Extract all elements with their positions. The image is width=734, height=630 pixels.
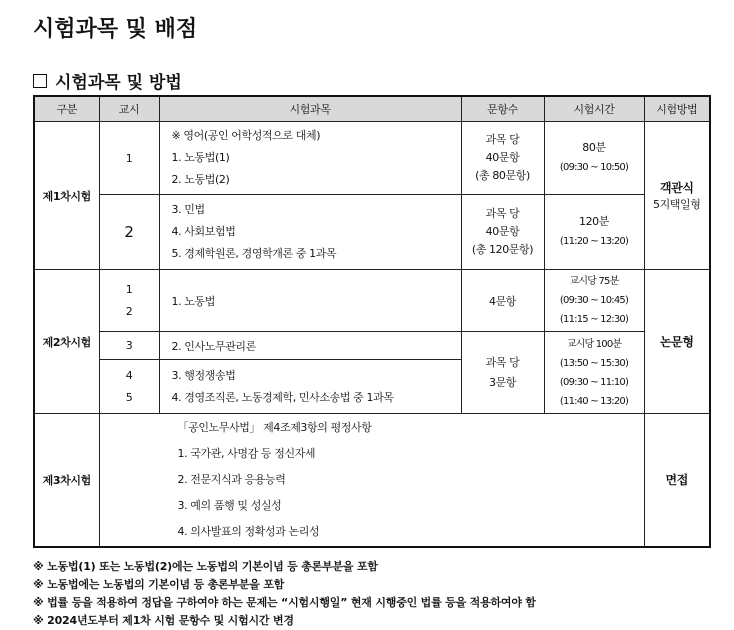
subject-line: 2. 노동법(2) [171,173,230,186]
third-exam-label: 제3차시험 [34,414,99,547]
subject-line: 4. 경영조직론, 노동경제학, 민사소송법 중 1과목 [171,390,394,404]
note-item: ※ 노동법(1) 또는 노동법(2)에는 노동법의 기본이념 등 총론부분을 포함 [33,560,378,573]
period-cell: 2 [99,195,159,270]
section-title [33,68,182,93]
header-period: 교시 [99,96,159,122]
count-line: 40문항 [485,225,520,238]
first-exam-label: 제1차시험 [34,122,99,270]
time-cell [544,122,644,195]
count-line: (총 80문항) [475,169,530,182]
period-line: 5 [125,390,133,404]
count-cell [461,195,544,270]
checkbox-square-icon [33,74,47,88]
count-line: 3문항 [488,375,517,389]
method-sub: 5지택일형 [652,198,701,211]
period-cell: 3 [99,332,159,360]
time-line: (11:20 ~ 13:20) [559,236,629,247]
first-method-cell [644,122,710,270]
time-line: 교시당 75분 [569,276,619,287]
subject-line: 4. 의사발표의 정확성과 논리성 [177,524,320,538]
subject-line: 4. 사회보험법 [171,225,236,238]
table-row [34,414,710,547]
period-cell [99,270,159,332]
third-method-cell: 면접 [644,414,710,547]
time-line: 교시당 100분 [566,338,622,350]
subject-line: 3. 민법 [171,203,205,216]
period-line: 4 [125,368,133,382]
count-line: 40문항 [485,151,520,164]
table-row [34,195,710,270]
count-line: 과목 당 [485,207,520,220]
subject-cell: 1. 노동법 [159,270,461,332]
count-cell [461,332,544,414]
subject-line: 3. 예의 품행 및 성실성 [177,498,282,512]
count-line: 과목 당 [485,133,520,146]
subject-cell [159,195,461,270]
subject-cell: 2. 인사노무관리론 [159,332,461,360]
subject-cell [99,414,644,547]
subject-line: 5. 경제학원론, 경영학개론 중 1과목 [171,247,337,260]
header-time: 시험시간 [544,96,644,122]
note-item: ※ 노동법에는 노동법의 기본이념 등 총론부분을 포함 [33,578,285,591]
count-line: 과목 당 [485,355,520,369]
method-label: 객관식 [659,181,694,195]
time-cell [544,270,644,332]
subject-line: 1. 국가관, 사명감 등 정신자세 [177,446,316,460]
time-line: 80분 [582,141,606,154]
second-method-cell: 논문형 [644,270,710,414]
table-header-row [34,96,710,122]
subject-line: 1. 노동법(1) [171,151,230,164]
page-title: 시험과목 및 배점 [33,17,198,42]
subject-line: ※ 영어(공인 어학성적으로 대체) [171,129,321,142]
time-line: 120분 [578,215,610,228]
subject-line: 3. 행정쟁송법 [171,368,236,382]
second-exam-label: 제2차시험 [34,270,99,414]
subject-cell [159,122,461,195]
count-cell: 4문항 [461,270,544,332]
table-row [34,122,710,195]
table-row [34,270,710,332]
subject-cell [159,360,461,414]
note-item: ※ 2024년도부터 제1차 시험 문항수 및 시험시간 변경 [33,614,294,627]
table-row [34,332,710,360]
time-cell [544,195,644,270]
period-line: 2 [125,304,133,318]
time-line: (13:50 ~ 15:30) [559,357,629,369]
time-line: (11:15 ~ 12:30) [559,314,629,325]
time-cell [544,332,644,414]
subject-line: 2. 전문지식과 응용능력 [177,472,286,486]
header-count: 문항수 [461,96,544,122]
count-line: (총 120문항) [471,243,534,256]
section-title-text: 시험과목 및 방법 [55,73,182,93]
header-subject: 시험과목 [159,96,461,122]
subject-line: 「공인노무사법」 제4조제3항의 평정사항 [177,420,372,434]
header-method: 시험방법 [644,96,710,122]
header-category: 구분 [34,96,99,122]
period-line: 1 [125,282,133,296]
notes [33,558,536,630]
time-line: (09:30 ~ 10:45) [559,295,629,306]
time-line: (09:30 ~ 11:10) [559,376,629,388]
period-cell [99,360,159,414]
note-item: ※ 법률 등을 적용하여 정답을 구하여야 하는 문제는 “시험시행일” 현재 시행중인 법률 등을 적용하여야 함 [33,596,536,609]
time-line: (11:40 ~ 13:20) [559,395,629,407]
time-line: (09:30 ~ 10:50) [559,162,629,173]
count-cell [461,122,544,195]
period-cell: 1 [99,122,159,195]
exam-table [33,95,711,548]
